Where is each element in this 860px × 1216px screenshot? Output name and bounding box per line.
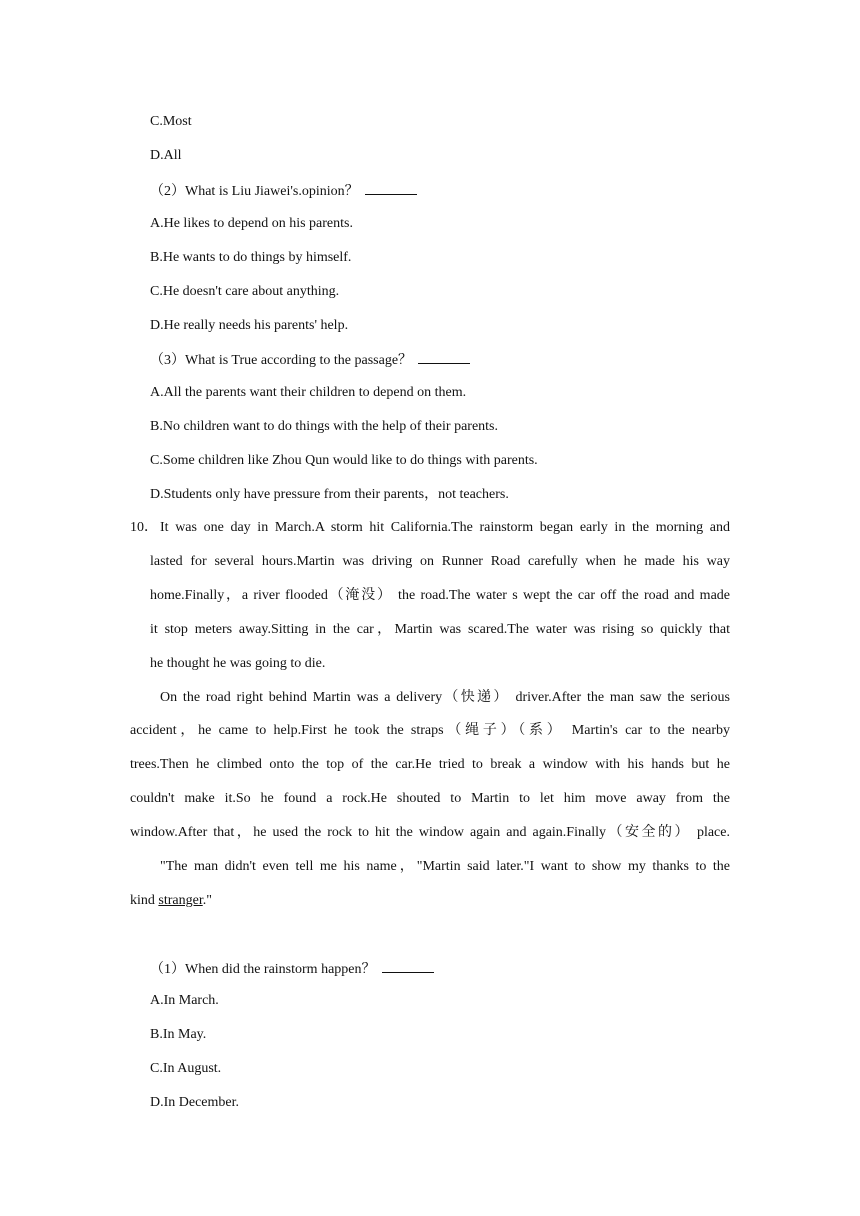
underlined-word: stranger	[158, 893, 203, 908]
question-1	[150, 958, 434, 978]
q1-option-a: A.In March.	[150, 993, 219, 1008]
question-number: 10．	[130, 520, 158, 535]
passage-line: It was one day in March.A storm hit California.The rainstorm began early in the morning and	[160, 520, 730, 535]
passage-line: lasted for several hours.Martin was driving on Runner Road carefully when he made his way	[150, 554, 730, 569]
question-2-prompt: （2）What is Liu Jiawei's.opinion？	[150, 184, 359, 199]
passage-line: "The man didn't even tell me his name，"Martin said later."I want to show my thanks to the	[160, 859, 730, 874]
passage-line: window.After that，he used the rock to hit the window again and again.Finally（安全的） place.	[130, 825, 730, 840]
q3-option-c: C.Some children like Zhou Qun would like to do things with parents.	[150, 453, 538, 468]
passage-line: On the road right behind Martin was a delivery（快递） driver.After the man saw the serious	[160, 690, 730, 705]
option-d-all: D.All	[150, 148, 182, 163]
q3-option-b: B.No children want to do things with the help of their parents.	[150, 419, 498, 434]
passage-line: accident，he came to help.First he took the straps（绳子）（系） Martin's car to the nearby	[130, 723, 730, 738]
passage-line	[130, 891, 212, 911]
question-2	[150, 180, 417, 200]
q2-option-a: A.He likes to depend on his parents.	[150, 216, 353, 231]
q1-option-d: D.In December.	[150, 1095, 240, 1110]
q1-option-c: C.In August.	[150, 1061, 222, 1076]
passage-line: home.Finally，a river flooded（淹没） the road.The water s wept the car off the road and made	[150, 588, 730, 603]
passage-line: couldn't make it.So he found a rock.He shouted to Martin to let him move away from the	[130, 791, 730, 806]
passage-line: he thought he was going to die.	[150, 656, 326, 671]
q3-option-a: A.All the parents want their children to depend on them.	[150, 385, 467, 400]
answer-blank[interactable]	[418, 349, 470, 364]
question-1-prompt: （1）When did the rainstorm happen？	[150, 962, 376, 977]
answer-blank[interactable]	[382, 958, 434, 973]
passage-text: ."	[202, 893, 212, 908]
passage-text: kind	[130, 893, 159, 908]
passage-line: trees.Then he climbed onto the top of the car.He tried to break a window with his hands but he	[130, 757, 730, 772]
q1-option-b: B.In May.	[150, 1027, 207, 1042]
q3-option-d: D.Students only have pressure from their parents，not teachers.	[150, 487, 509, 502]
q2-option-c: C.He doesn't care about anything.	[150, 284, 340, 299]
passage-line: it stop meters away.Sitting in the car，Martin was scared.The water was rising so quickly that	[150, 622, 730, 637]
q2-option-d: D.He really needs his parents' help.	[150, 318, 349, 333]
answer-blank[interactable]	[365, 180, 417, 195]
question-3-prompt: （3）What is True according to the passage？	[150, 353, 413, 368]
question-3	[150, 349, 470, 369]
q2-option-b: B.He wants to do things by himself.	[150, 250, 352, 265]
option-c-most: C.Most	[150, 114, 192, 129]
